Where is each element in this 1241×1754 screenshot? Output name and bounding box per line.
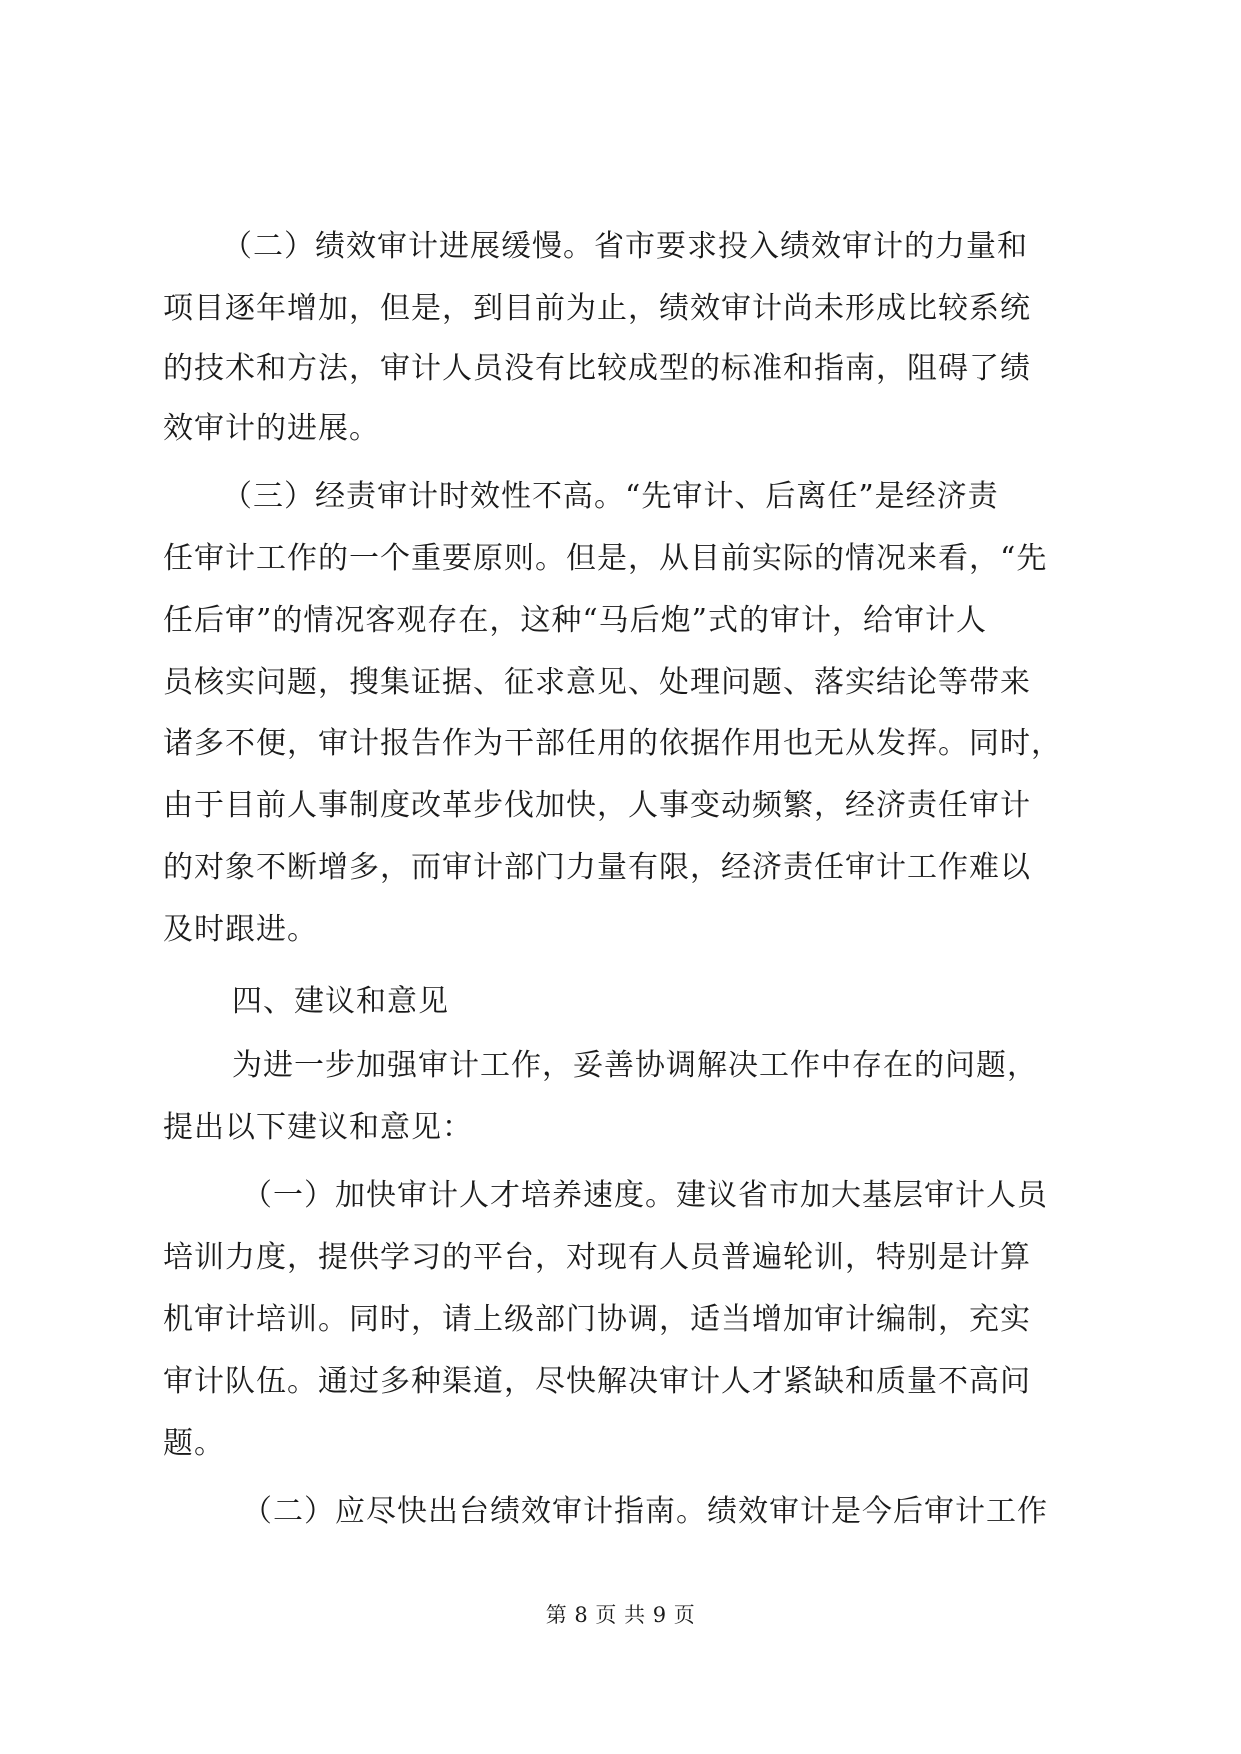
text-line: 的技术和方法，审计人员没有比较成型的标准和指南，阻碍了绩	[163, 351, 1031, 386]
text-line: （二）应尽快出台绩效审计指南。绩效审计是今后审计工作	[242, 1494, 1048, 1529]
text-line: （三）经责审计时效性不高。“先审计、后离任”是经济责	[222, 479, 999, 514]
page-number-footer: 第 8 页 共 9 页	[545, 1603, 696, 1627]
text-line: 由于目前人事制度改革步伐加快，人事变动频繁，经济责任审计	[163, 788, 1031, 823]
text-line: 为进一步加强审计工作，妥善协调解决工作中存在的问题，	[232, 1048, 1038, 1083]
text-line: 及时跟进。	[163, 912, 318, 947]
text-line: 任后审”的情况客观存在，这种“马后炮”式的审计，给审计人	[163, 603, 988, 638]
text-line: 题。	[163, 1426, 225, 1461]
text-line: 培训力度，提供学习的平台，对现有人员普遍轮训，特别是计算	[163, 1240, 1031, 1275]
text-line: （一）加快审计人才培养速度。建议省市加大基层审计人员	[242, 1178, 1048, 1213]
text-line: 的对象不断增多，而审计部门力量有限，经济责任审计工作难以	[163, 850, 1031, 885]
section-heading: 四、建议和意见	[232, 984, 449, 1019]
text-line: 效审计的进展。	[163, 411, 380, 446]
text-line: 任审计工作的一个重要原则。但是，从目前实际的情况来看，“先	[163, 541, 1048, 576]
text-line: 审计队伍。通过多种渠道，尽快解决审计人才紧缺和质量不高问	[163, 1364, 1031, 1399]
text-line: 诸多不便，审计报告作为干部任用的依据作用也无从发挥。同时，	[163, 726, 1062, 761]
text-line: 机审计培训。同时，请上级部门协调，适当增加审计编制，充实	[163, 1302, 1031, 1337]
text-line: 项目逐年增加，但是，到目前为止，绩效审计尚未形成比较系统	[163, 291, 1031, 326]
text-line: 提出以下建议和意见：	[163, 1110, 473, 1145]
text-line: （二）绩效审计进展缓慢。省市要求投入绩效审计的力量和	[222, 229, 1028, 264]
text-line: 员核实问题，搜集证据、征求意见、处理问题、落实结论等带来	[163, 665, 1031, 700]
